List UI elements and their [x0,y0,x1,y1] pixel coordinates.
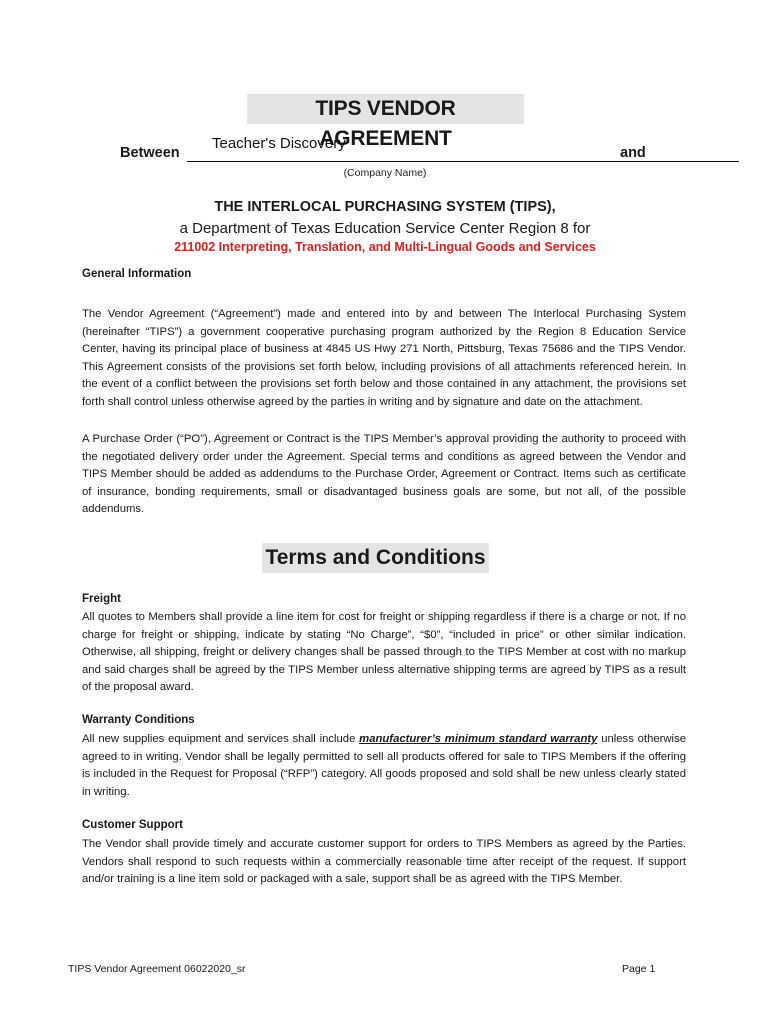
customer-support-paragraph: The Vendor shall provide timely and accurate customer support for orders to TIPS Members as agreed by the Parties. Vendors shall respond to such requests within a commercially reasonable time after receipt of the request. If support and/or training is a line item sold or packaged with a sale, support shall be as agreed with the TIPS Member. [82,838,686,886]
between-label: Between [120,145,180,161]
organization-title: THE INTERLOCAL PURCHASING SYSTEM (TIPS), [214,199,556,215]
warranty-heading: Warranty Conditions [82,714,195,726]
company-name-caption [0,167,770,179]
freight-heading: Freight [82,593,121,605]
warranty-paragraph [82,731,686,801]
general-information-paragraph-1: The Vendor Agreement (“Agreement”) made and entered into by and between The Interlocal Purchasing System (hereinafter “TIPS”) a government cooperative purchasing program authorized by the Region 8 Education Service Center, having its principal place of business at 4845 US Hwy 271 North, Pittsburg, Texas 75686 and the TIPS Vendor. This Agreement consists of the provisions set forth below, including provisions of all attachments referenced herein. In the event of a conflict between the provisions set forth below and those contained in any attachment, the provisions set forth shall control unless otherwise agreed by the parties in writing and by signature and date on the attachment. [82,308,686,408]
warranty-text-after: unless otherwise agreed to in writing. Vendor shall be legally permitted to sell all products offered for sale to TIPS Members if the offering is included in the Request for Proposal (“RFP”) category. All goods proposed and sold shall be new unless clearly stated in writing. [82,733,687,798]
freight-paragraph: All quotes to Members shall provide a line item for cost for freight or shipping regardless if there is a charge or not. If no charge for freight or shipping, indicate by stating “No Charge”, “$0”, “included in price” or other similar indication. Otherwise, all shipping, freight or delivery changes shall be passed through to the TIPS Member at cost with no markup and said charges shall be agreed by the TIPS Member unless alternative shipping terms are agreed by TIPS as a result of the proposal award. [82,611,686,694]
general-information-paragraph-2: A Purchase Order (“PO”), Agreement or Contract is the TIPS Member’s approval providing the authority to proceed with the negotiated delivery order under the Agreement. Special terms and conditions as agreed between the Vendor and TIPS Member should be added as addendums to the Purchase Order, Agreement or Contract. Items such as certificate of insurance, bonding requirements, small or disadvantaged business goals are some, but not all, of the possible addendums. [82,433,686,516]
between-row [120,145,650,165]
general-information-heading: General Information [82,268,192,280]
category-line: 211002 Interpreting, Translation, and Multi-Lingual Goods and Services [174,240,596,254]
department-line: a Department of Texas Education Service Center Region 8 for [179,220,591,237]
footer-document-id: TIPS Vendor Agreement 06022020_sr [68,963,246,975]
and-label: and [620,145,646,161]
terms-and-conditions-title: Terms and Conditions [262,543,489,573]
document-title: TIPS VENDOR AGREEMENT [247,94,524,124]
company-name-caption-text: (Company Name) [343,167,427,179]
footer-page-number: Page 1 [622,963,656,975]
company-name-field-value[interactable]: Teacher's Discovery [212,135,346,152]
warranty-emphasis: manufacturer’s minimum standard warranty [359,733,598,745]
warranty-text-before: All new supplies equipment and services shall include [82,733,360,745]
customer-support-heading: Customer Support [82,819,183,831]
company-name-underline [187,161,739,162]
